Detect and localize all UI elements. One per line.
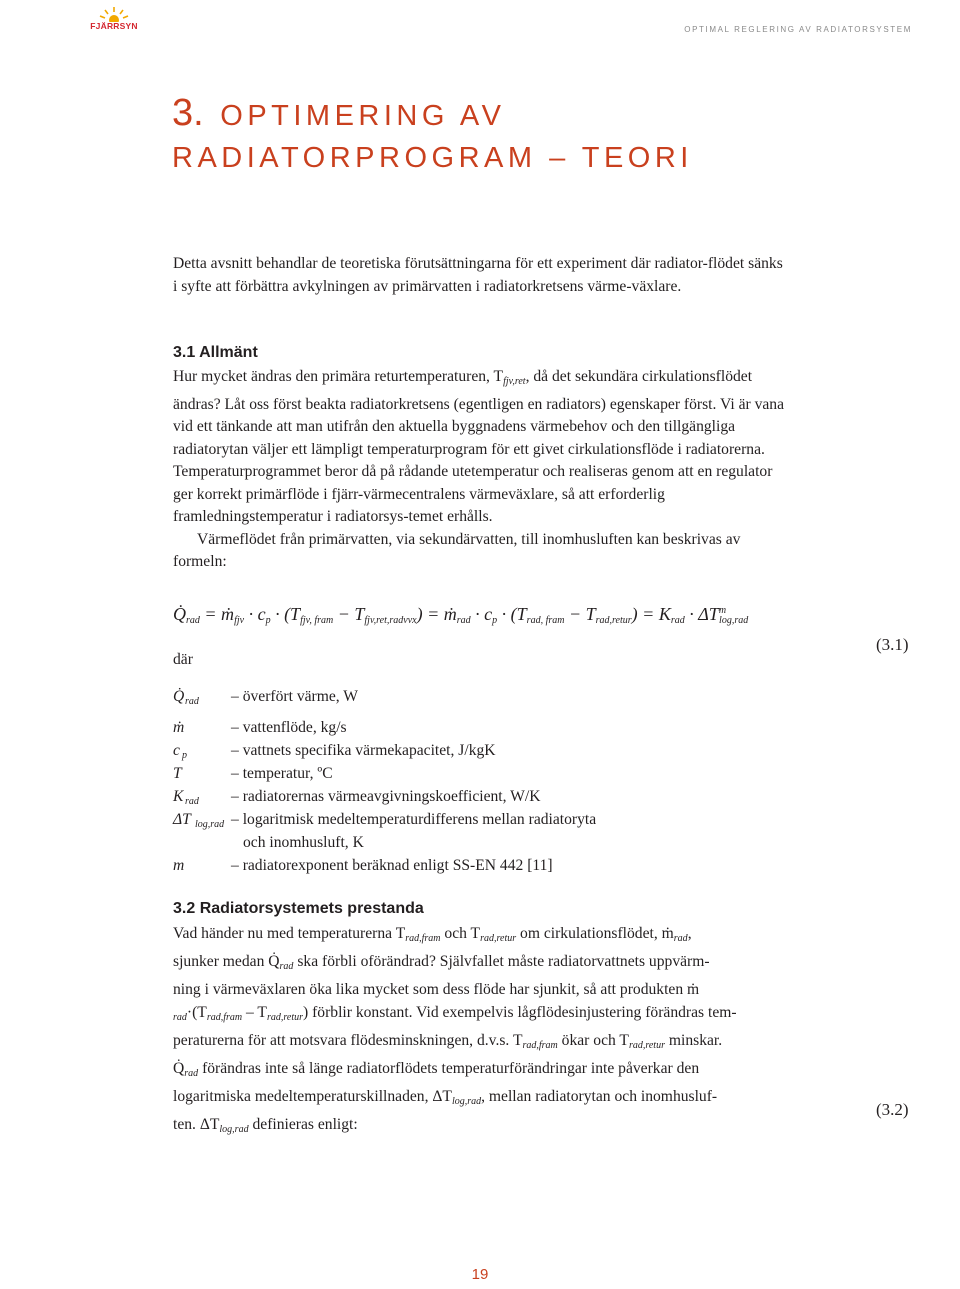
section-3-1-body	[173, 366, 785, 574]
section-3-2-line: ning i värmeväxlaren öka lika mycket som dess flöde har sjunkit, så att produkten ṁ	[173, 981, 700, 998]
equation-3-1: $Q̇_{rad}$ = ṁ$_{fjv}$ · $c_p \cdot (T_{fjv, fram} - T_{fjv,ret,radvvx})$ = ṁ$_{rad}$ · $c_p \cdot (T_{rad, fram} - T_{rad,retur}) = K_{rad} \cdot \Delta T^m_{log,rad}$	[173, 604, 749, 626]
chapter-number: 3.	[172, 92, 204, 134]
equation-number-3-2: (3.2)	[876, 1100, 909, 1119]
section-heading-3-2: 3.2 Radiatorsystemets prestanda	[173, 900, 424, 917]
section-3-1-paragraph-2: Värmeflödet från primärvatten, via sekundärvatten, till inomhusluften kan beskrivas av formeln:	[173, 530, 741, 570]
running-head: OPTIMAL REGLERING AV RADIATORSYSTEM	[684, 25, 912, 34]
section-3-2-line: peraturerna för att motsvara flödesminskningen, d.v.s. $T_{rad,fram}$ ökar och $T_{rad,retur}$ minskar.	[173, 1032, 723, 1051]
section-3-2-line: $_{rad}\cdot(T_{rad,fram} - T_{rad,retur})$ förblir konstant. Vid exempelvis lågflödesinjustering förändras tem-	[173, 1004, 737, 1023]
intro-text: Detta avsnitt behandlar de teoretiska förutsättningarna för ett experiment där radiator-flödet sänks i syfte att förbättra avkylningen av primärvatten i radiatorkretsens värme-växlare.	[173, 255, 783, 295]
section-3-2-line: ten. $\Delta T_{log,rad}$ definieras enligt:	[173, 1116, 358, 1135]
section-3-1-paragraph-1: Hur mycket ändras den primära returtemperaturen, $T_{fjv,ret}$, då det sekundära cirkulationsflödet ändras? Låt oss först beakta radiatorkretsens (egentligen en radiators) egenskaper först. Vi är vana vid ett tänkande att man utifrån den aktuella byggnadens värmebehov och den tillgängliga radiatorytan väljer ett lämpligt temperaturprogram för ett givet cirkulationsflöde i radiatorerna. Temperaturprogrammet beror då på rådande utetemperatur och realiseras genom att en regulator ger korrekt primärflöde i fjärr-värmecentralens värmeväxlare, så att erforderlig framledningstemperatur i radiatorsys-temet erhålls.	[173, 368, 785, 525]
section-heading-3-1: 3.1 Allmänt	[173, 344, 258, 361]
page-number: 19	[471, 1266, 489, 1283]
chapter-title-line2: RADIATORPROGRAM – TEORI	[172, 142, 693, 174]
section-3-2-body	[173, 922, 785, 1141]
logo-text: FJÄRRSYN	[90, 21, 138, 31]
section-3-2-line: sjunker medan $Q̇_{rad}$ ska förbli oförändrad? Självfallet måste radiatorvattnets uppvärm-	[173, 953, 710, 972]
fjarrsyn-logo	[88, 6, 140, 36]
intro-paragraph	[173, 253, 785, 298]
chapter-title-line1: OPTIMERING AV	[220, 100, 506, 132]
chapter-title	[172, 92, 693, 179]
section-3-2-line: $Q̇_{rad}$ förändras inte så länge radiatorflödets temperaturförändringar inte påverkar den	[173, 1060, 700, 1079]
section-3-2-line: logaritmiska medeltemperaturskillnaden, $\Delta T_{log,rad}$, mellan radiatorytan och inomhusluf-	[173, 1088, 718, 1107]
equation-number-3-1: (3.1)	[876, 635, 909, 654]
where-label: där	[173, 651, 193, 668]
section-3-2-line: Vad händer nu med temperaturerna $T_{rad,fram}$ och $T_{rad,retur}$ om cirkulationsflödet, ṁ$_{rad}$,	[173, 925, 692, 944]
sun-logo-icon	[88, 6, 140, 22]
